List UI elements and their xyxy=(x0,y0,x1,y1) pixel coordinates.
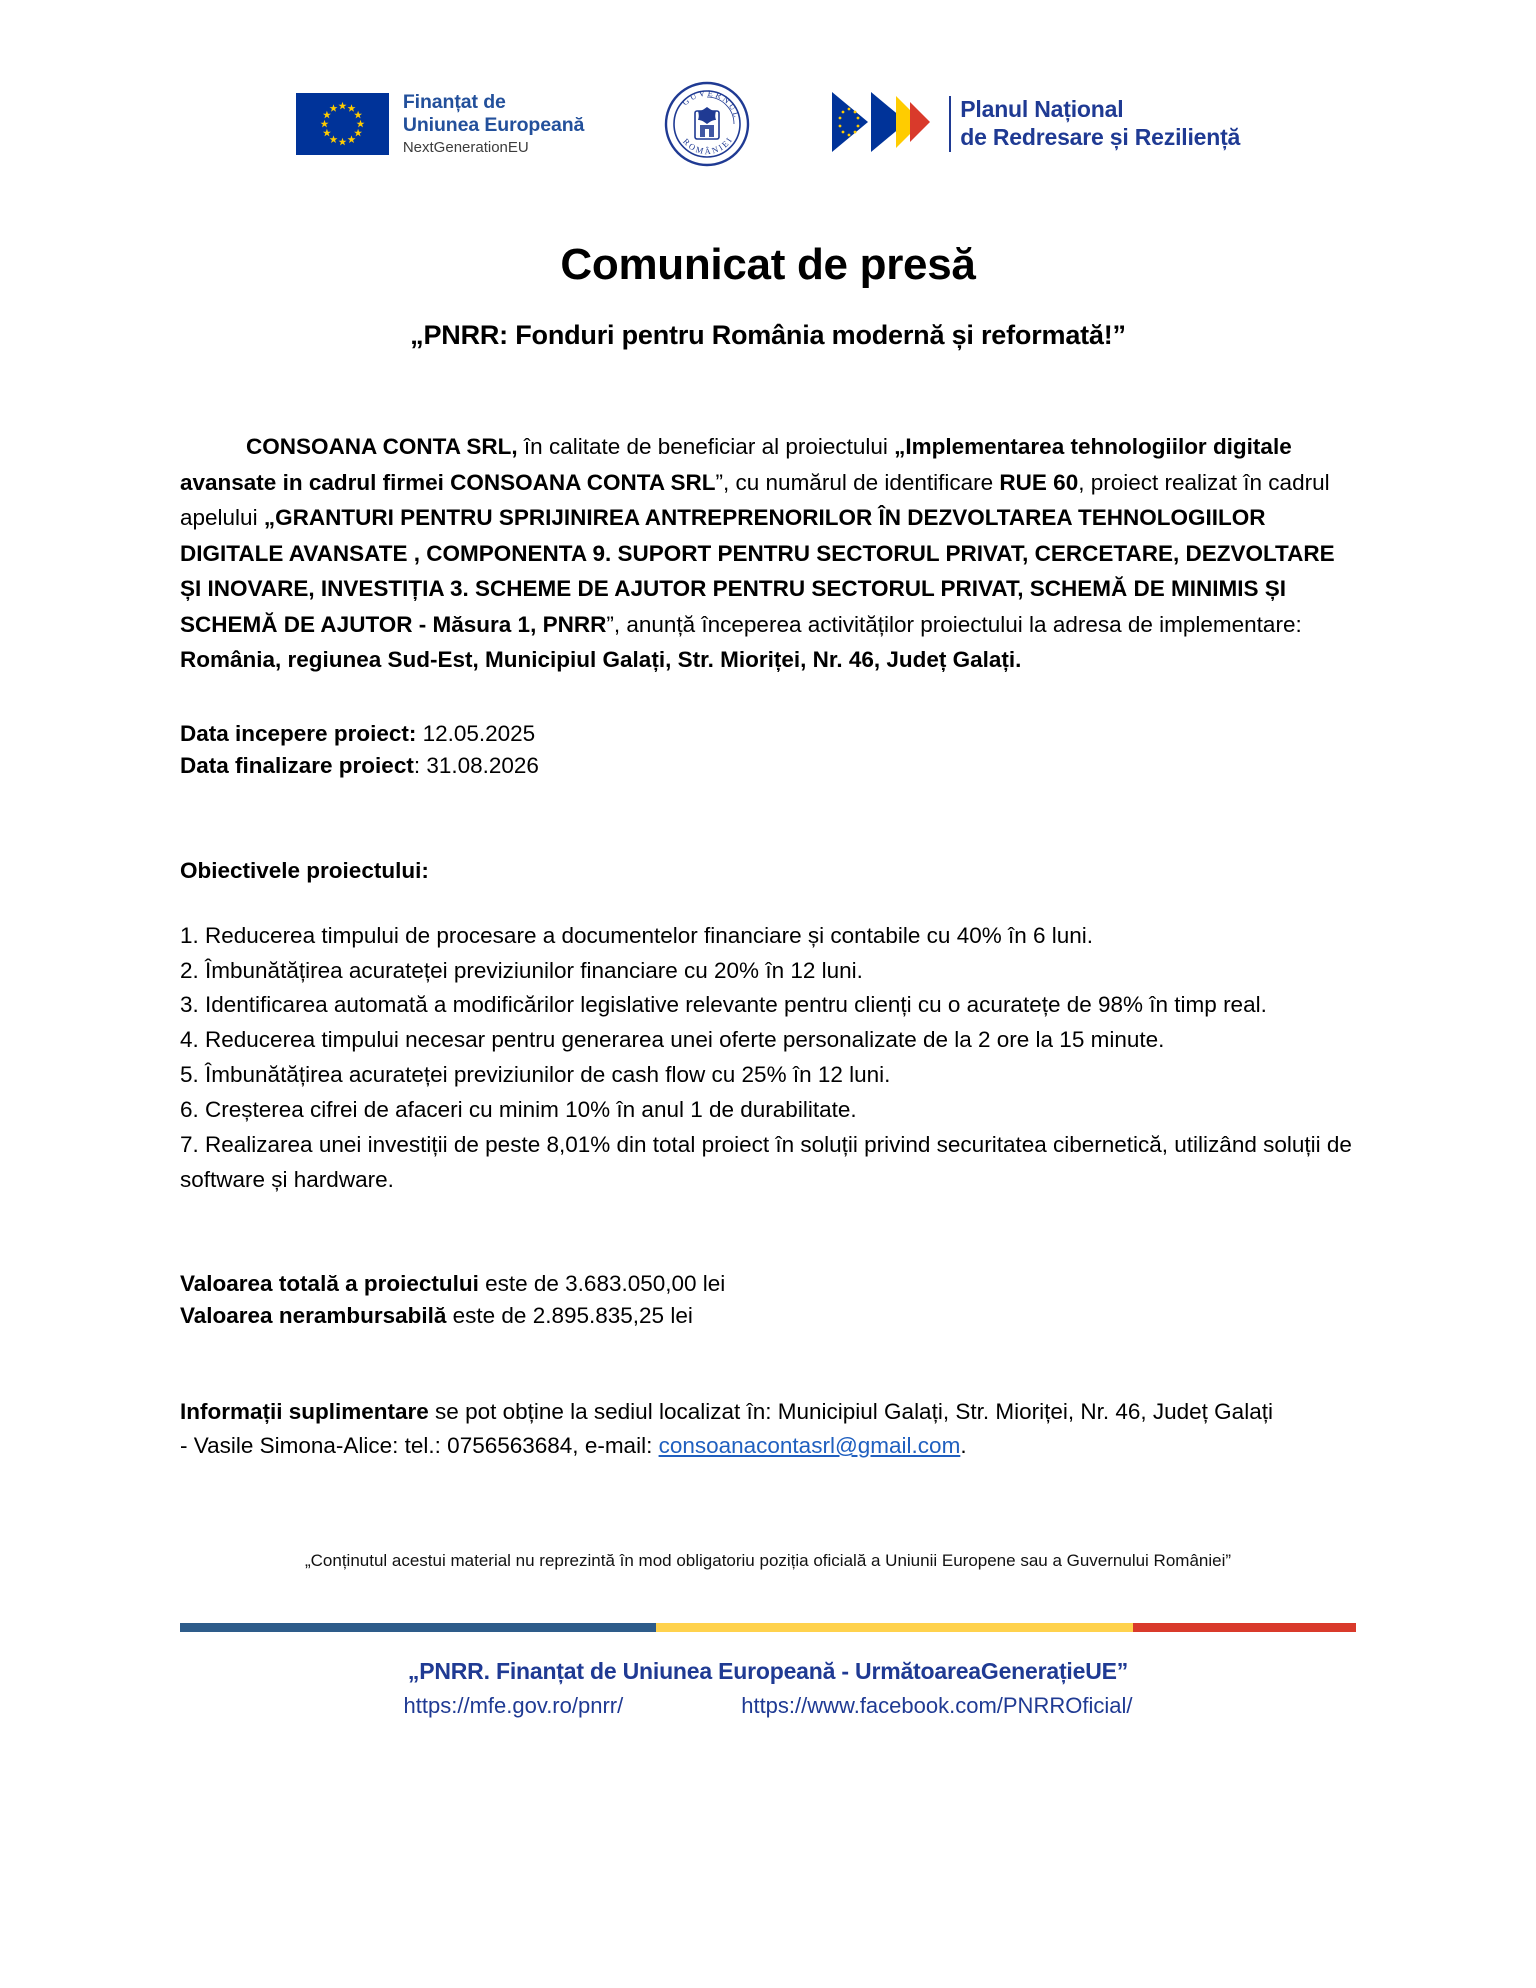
svg-text:GUVERNUL: GUVERNUL xyxy=(680,87,743,121)
beneficiary-name: CONSOANA CONTA SRL, xyxy=(246,434,518,459)
eu-funding-logo xyxy=(296,91,584,157)
grant-value-row xyxy=(180,1300,1356,1333)
additional-information-body: se pot obține la sediul localizat în: Municipiul Galați, Str. Mioriței, Nr. 46, Județ Galați xyxy=(428,1398,1273,1424)
intro-text-4: ”, anunță începerea activităților proiectului la adresa de implementare: xyxy=(606,611,1302,637)
pnrr-logo xyxy=(830,90,1240,159)
tricolor-yellow-segment xyxy=(656,1623,1132,1632)
project-end-date-value: : 31.08.2026 xyxy=(413,753,539,779)
project-end-date-label: Data finalizare proiect xyxy=(180,753,414,779)
additional-information-label: Informații suplimentare xyxy=(180,1398,429,1424)
footer-link-facebook[interactable]: https://www.facebook.com/PNRROficial/ xyxy=(741,1693,1133,1719)
intro-text-1: în calitate de beneficiar al proiectului xyxy=(517,434,895,459)
contact-email-link[interactable]: consoanacontasrl@gmail.com xyxy=(658,1433,961,1459)
footer-disclaimer: „Conținutul acestui material nu reprezintă în mod obligatoriu poziția oficială a Uniunii Europene sau a Guvernului României” xyxy=(304,1551,1232,1571)
call-name: „GRANTURI PENTRU SPRIJINIREA ANTREPRENORILOR ÎN DEZVOLTAREA TEHNOLOGIILOR DIGITALE AVANSATE , COMPONENTA 9. SUPORT PENTRU SECTORUL PRIVAT, CERCETARE, DEZVOLTARE ȘI INOVARE, INVESTIȚIA 3. SCHEME DE AJUTOR PENTRU SECTORUL PRIVAT, SCHEMĂ DE MINIMIS ȘI SCHEMĂ DE AJUTOR - Măsura 1, PNRR xyxy=(180,505,1335,637)
project-values xyxy=(180,1268,1356,1333)
objective-item: 3. Identificarea automată a modificărilor legislative relevante pentru clienți cu o acuratețe de 98% în timp real. xyxy=(180,992,1267,1018)
total-value-row xyxy=(180,1268,1356,1301)
total-value-amount: este de 3.683.050,00 lei xyxy=(478,1270,726,1296)
grant-value-amount: este de 2.895.835,25 lei xyxy=(446,1303,693,1329)
footer-link-mfe[interactable]: https://mfe.gov.ro/pnrr/ xyxy=(403,1693,624,1719)
document-body xyxy=(180,429,1356,1463)
page-title: Comunicat de presă xyxy=(560,240,976,289)
tricolor-blue-segment xyxy=(180,1623,656,1632)
pnrr-logo-text xyxy=(960,96,1240,151)
tricolor-divider xyxy=(180,1623,1356,1632)
objectives-heading: Obiectivele proiectului: xyxy=(180,858,429,884)
eu-flag-icon xyxy=(296,93,389,155)
grant-value-label: Valoarea nerambursabilă xyxy=(180,1303,447,1329)
pnrr-divider xyxy=(949,96,951,152)
eu-logo-line2: Uniunea Europeană xyxy=(402,113,585,136)
objective-item: 4. Reducerea timpului necesar pentru generarea unei oferte personalizate de la 2 ore la 15 minute. xyxy=(180,1027,1165,1053)
pnrr-logo-line1: Planul Național xyxy=(960,96,1124,123)
pnrr-chevrons-icon xyxy=(830,90,940,159)
additional-information xyxy=(180,1395,1356,1463)
objective-item: 2. Îmbunătățirea acurateței previziunilor financiare cu 20% în 12 luni. xyxy=(180,957,863,983)
contact-line xyxy=(180,1429,1356,1463)
tricolor-red-segment xyxy=(1133,1623,1356,1632)
objectives-list xyxy=(180,919,1356,1198)
contact-prefix: - Vasile Simona-Alice: tel.: 0756563684, e-mail: xyxy=(180,1433,659,1459)
eu-logo-line3: NextGenerationEU xyxy=(402,139,529,157)
project-start-date-row xyxy=(180,718,1356,751)
pnrr-logo-line2: de Redresare și Reziliență xyxy=(960,124,1241,150)
objective-item: 5. Îmbunătățirea acurateței previziunilor de cash flow cu 25% în 12 luni. xyxy=(180,1062,891,1088)
intro-text-3: , proiect realizat în cadrul apelului xyxy=(180,469,1330,531)
project-start-date-value: 12.05.2025 xyxy=(416,720,536,746)
project-title: „Implementarea tehnologiilor digitale avansate in cadrul firmei CONSOANA CONTA SRL xyxy=(180,434,1292,495)
page-subtitle: „PNRR: Fonduri pentru România modernă și reformată!” xyxy=(410,320,1126,350)
additional-information-text xyxy=(180,1395,1356,1429)
rue-number: RUE 60 xyxy=(999,469,1079,495)
intro-text-2: ”, cu numărul de identificare xyxy=(715,469,1000,495)
government-of-romania-seal-icon xyxy=(664,81,750,167)
intro-paragraph xyxy=(180,429,1356,678)
footer-links xyxy=(0,1693,1536,1719)
svg-text:ROMÂNIEI: ROMÂNIEI xyxy=(681,134,736,157)
contact-suffix: . xyxy=(960,1433,967,1459)
project-end-date-row xyxy=(180,750,1356,783)
eu-logo-line1: Finanțat de xyxy=(402,91,506,114)
project-dates xyxy=(180,718,1356,783)
objective-item: 7. Realizarea unei investiții de peste 8,01% din total proiect în soluții privind securitatea cibernetică, utilizând soluții de software și hardware. xyxy=(180,1131,1352,1192)
logo-bar xyxy=(0,0,1536,170)
footer-title: „PNRR. Finanțat de Uniunea Europeană - UrmătoareaGenerațieUE” xyxy=(407,1658,1129,1685)
project-start-date-label: Data incepere proiect: xyxy=(180,720,417,746)
objective-item: 1. Reducerea timpului de procesare a documentelor financiare și contabile cu 40% în 6 luni. xyxy=(180,922,1094,948)
implementation-address: România, regiunea Sud-Est, Municipiul Galați, Str. Mioriței, Nr. 46, Județ Galați. xyxy=(180,647,1022,673)
objective-item: 6. Creșterea cifrei de afaceri cu minim 10% în anul 1 de durabilitate. xyxy=(180,1097,857,1122)
total-value-label: Valoarea totală a proiectului xyxy=(180,1270,479,1296)
eu-logo-text xyxy=(403,91,584,157)
